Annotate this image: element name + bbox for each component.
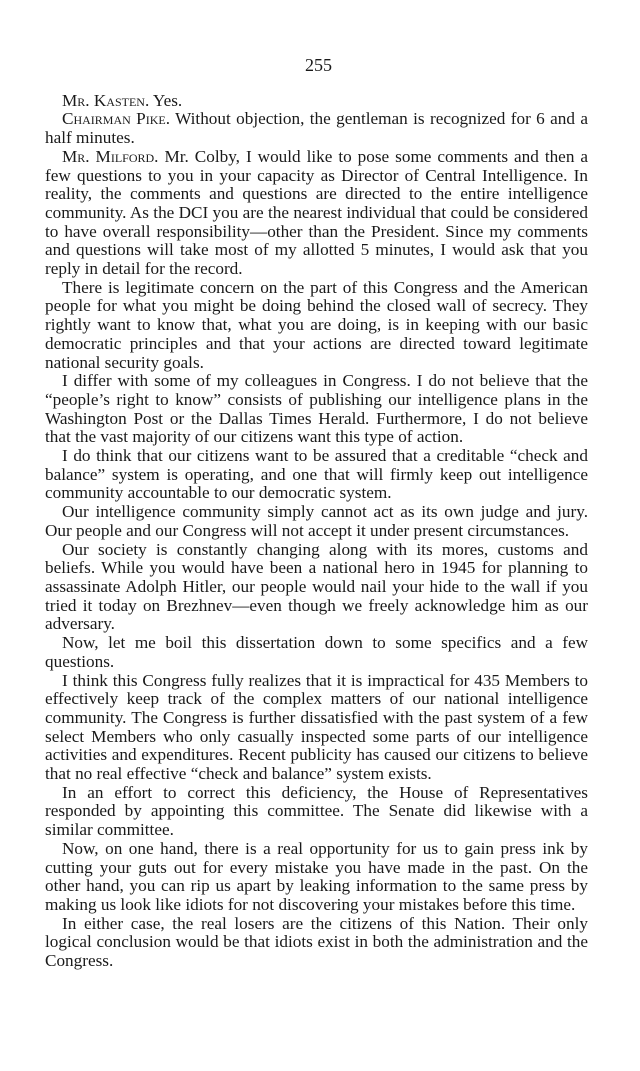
paragraph-3	[45, 148, 588, 279]
paragraph-11	[45, 784, 588, 840]
paragraph-text: In an effort to correct this deficiency, the House of Representatives responded by appointing this committee. The Senate did likewise with a similar committee.	[45, 782, 588, 840]
paragraph-text: Mr. Colby, I would like to pose some comments and then a few questions to you in your capacity as Director of Central Intelligence. In reality, the comments and questions are directed to the entire intelligence community. As the DCI you are the nearest individual that could be considered to have overall responsibility—other than the President. Since my comments and questions will take most of my allotted 5 minutes, I would ask that you reply in detail for the record.	[45, 146, 589, 279]
paragraph-7	[45, 503, 588, 540]
speaker-name: Mr. Kasten.	[62, 90, 150, 110]
paragraph-1	[45, 92, 588, 111]
paragraph-10	[45, 672, 588, 784]
paragraph-4	[45, 279, 588, 373]
paragraph-8	[45, 541, 588, 635]
paragraph-text: Our society is constantly changing along with its mores, customs and beliefs. While you would have been a national hero in 1945 for planning to assassinate Adolph Hitler, our people would nail your hide to the wall if you tried it today on Brezhnev—even though we freely acknowledge him as our adversary.	[45, 539, 588, 634]
paragraph-text: Without objection, the gentleman is recognized for 6 and a half minutes.	[45, 109, 588, 148]
paragraph-text: I differ with some of my colleagues in Congress. I do not believe that the “people’s right to know” consists of publishing our intelligence plans in the Washington Post or the Dallas Times Herald. Furthermore, I do not believe that the vast majority of our citizens want this type of action.	[45, 371, 588, 447]
paragraph-text: Now, let me boil this dissertation down to some specifics and a few questions.	[45, 633, 588, 671]
paragraph-12	[45, 840, 588, 915]
paragraph-text: I think this Congress fully realizes that it is impractical for 435 Members to effectively keep track of the complex matters of our national intelligence community. The Congress is further dissatisfied with the past system of a few select Members who only casually inspected some parts of our intelligence activities and expenditures. Recent publicity has caused our citizens to believe that no real effective “check and balance” system exists.	[45, 670, 588, 784]
speaker-name: Mr. Milford.	[62, 146, 159, 166]
paragraph-text: In either case, the real losers are the citizens of this Nation. Their only logical conclusion would be that idiots exist in both the administration and the Congress.	[45, 913, 588, 971]
paragraph-text: I do think that our citizens want to be assured that a creditable “check and balance” system is operating, and one that will firmly keep out intelligence community accountable to our democratic system.	[45, 446, 588, 503]
paragraph-6	[45, 447, 588, 503]
paragraph-9	[45, 634, 588, 671]
paragraph-5	[45, 372, 588, 447]
paragraph-13	[45, 915, 588, 971]
paragraph-text: There is legitimate concern on the part of this Congress and the American people for what you might be doing behind the closed wall of secrecy. They rightly want to know that, what you are doing, is in keeping with our basic democratic principles and that your actions are directed toward legitimate national security goals.	[45, 277, 588, 372]
paragraph-2	[45, 110, 588, 147]
speaker-name: Chairman Pike.	[62, 109, 171, 129]
page-number: 255	[305, 55, 332, 75]
paragraph-text: Now, on one hand, there is a real opportunity for us to gain press ink by cutting your guts out for every mistake you have made in the past. On the other hand, you can rip us apart by leaking information to the same press by making us look like idiots for not discovering your mistakes before this time.	[45, 838, 588, 914]
paragraph-text: Yes.	[149, 90, 183, 110]
paragraph-text: Our intelligence community simply cannot act as its own judge and jury. Our people and our Congress will not accept it under present circumstances.	[45, 502, 588, 540]
